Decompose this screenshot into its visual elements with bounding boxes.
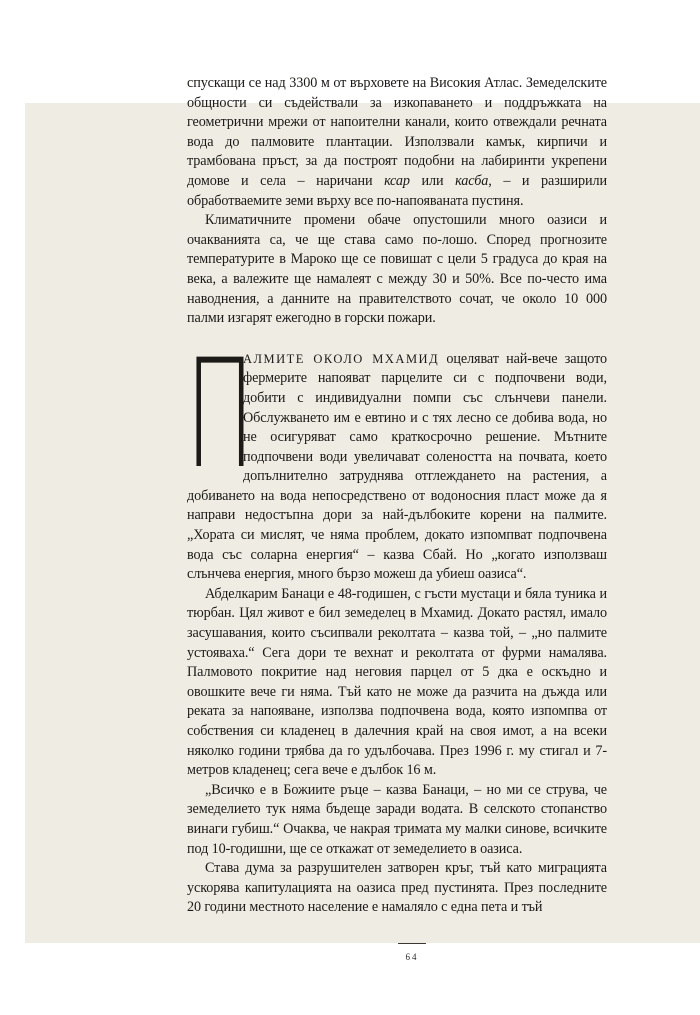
paragraph-1	[187, 74, 607, 211]
paragraph-1-text: спускащи се над 3300 м от върховете на Високия Атлас. Земеделските общности си съдействали за изкопаването и поддръжката на геометрични мрежи от напоителни канали, които отвеждали речната вода до палмовите плантации. Използвали камък, кирпичи и трамбована пръст, за да построят подобни на лабиринти укрепени домове и села – наричани	[187, 75, 607, 189]
paragraph-1-connector: или	[409, 172, 456, 189]
paragraph-2: Климатичните промени обаче опустошили много оазиси и очакванията са, че ще става само по-лошо. Според прогнозите температурите в Мароко ще се повишат с цели 5 градуса до края на века, а валежите ще намалеят с между 30 и 50%. Все по-често има наводнения, а данните на правителството сочат, че около 10 000 палми изгарят ежегодно в горски пожари.	[187, 212, 607, 327]
section-lead-in: АЛМИТЕ ОКОЛО МХАМИД	[243, 351, 440, 366]
footer-rule	[398, 943, 426, 944]
drop-cap: П	[185, 327, 255, 502]
article-body	[187, 74, 607, 918]
term-kasba: касба	[455, 172, 489, 189]
paragraph-5: „Всичко е в Божиите ръце – казва Банаци, – но ми се струва, че земеделието тук няма бъдеще заради водата. В селското стопанство винаги губиш.“ Очаква, че накрая тримата му малки синове, всичките под 10-годишни, ще се откажат от земеделието в оазиса.	[187, 781, 607, 857]
paragraph-6: Става дума за разрушителен затворен кръг, тъй като миграцията ускорява капитулацията на оазиса пред пустинята. През последните 20 години местното население е намаляло с една пета и тъй	[187, 860, 607, 916]
paragraph-3	[185, 327, 607, 585]
page-number: 64	[405, 952, 419, 962]
paragraph-4: Абделкарим Банаци е 48-годишен, с гъсти мустаци и бяла туника и тюрбан. Цял живот е бил земеделец в Мхамид. Докато растял, имало засушавания, които съсипвали реколтата – казва той, – „но палмите устояваха.“ Сега дори те вехнат и реколтата от фурми намалява. Палмовото покритие над неговия парцел от 5 дка е оскъдно и овошките вече ги няма. Тъй като не може да разчита на дъжда или реката за напояване, използва подпочвена вода, която изпомпва от собствения си кладенец в далечния край на своя имот, а на всеки няколко години трябва да го удълбочава. През 1996 г. му стигал и 7-метров кладенец; сега вече е дълбок 16 м.	[187, 585, 607, 779]
term-ksar: ксар	[384, 172, 410, 189]
paragraph-1-ending: , – и разширили обработваемите земи върху все по-напояваната пустиня.	[187, 172, 607, 209]
paragraph-3-text: оцеляват най-вече защото фермерите напояват парцелите си с подпочвени води, добити с индивидуални помпи със слънчеви панели. Обслужването им е евтино и с тях лесно се добива вода, но не осигуряват само краткосрочно решение. Мътните подпочвени води увеличават солеността на почвата, което допълнително затруднява отглеждането на растения, а добиването на вода непосредствено от водоносния пласт може да я направи недостъпна дори за най-дълбоките корени на палмите. „Хората си мислят, че няма проблем, докато изпомпват подпочвена вода със соларна енергия“ – казва Сбай. Но „когато използваш слънчева енергия, много бързо можеш да убиеш оазиса“.	[187, 350, 607, 583]
